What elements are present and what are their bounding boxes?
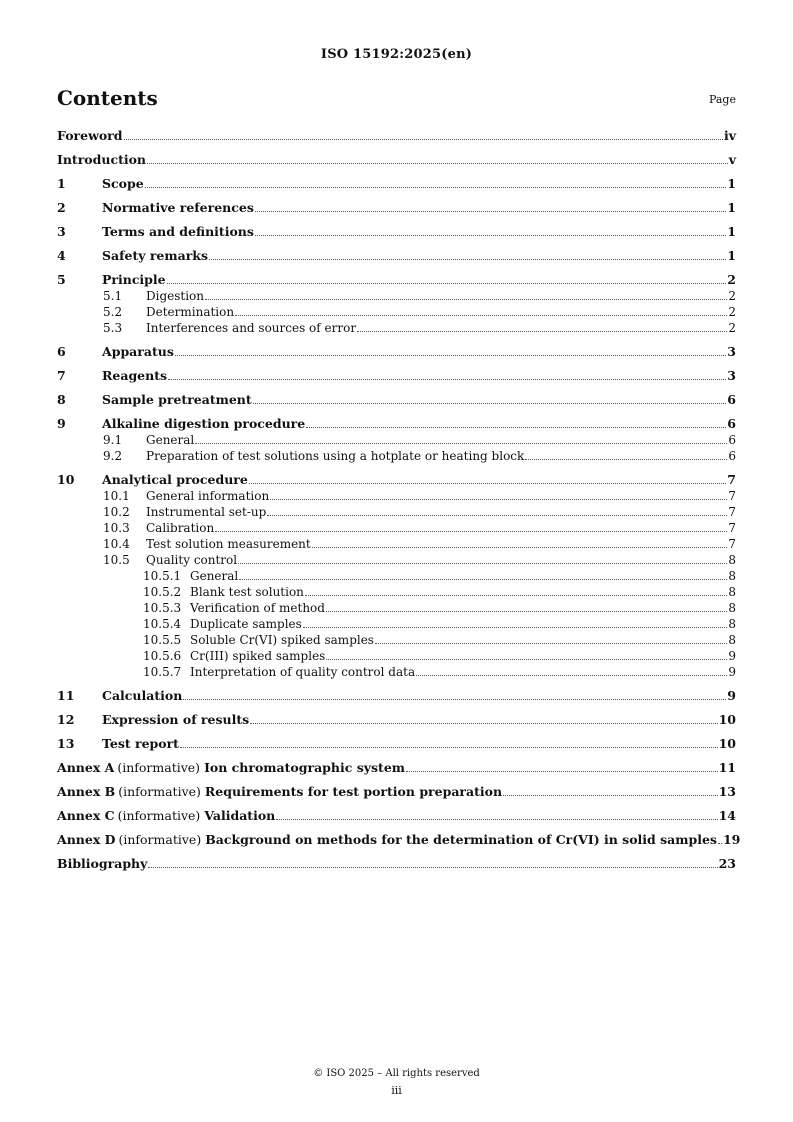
toc-entry[interactable] (57, 416, 736, 432)
toc-dot-leader (255, 211, 726, 212)
toc-entry-number: 10.5.7 (143, 665, 182, 679)
toc-entry-title: Bibliography (57, 856, 148, 871)
toc-entry-number: 10.5.1 (143, 569, 182, 583)
toc-annex-label: Annex D (57, 832, 116, 847)
toc-dot-leader (253, 403, 727, 404)
toc-dot-leader (406, 771, 718, 772)
toc-entry[interactable] (57, 344, 736, 360)
toc-entry[interactable] (57, 128, 736, 144)
toc-entry[interactable] (57, 584, 736, 600)
toc-dot-leader (306, 427, 726, 428)
toc-entry-title: Verification of method (190, 601, 325, 615)
toc-entry[interactable] (57, 648, 736, 664)
toc-dot-leader (168, 379, 726, 380)
toc-entry-number: 5 (57, 272, 66, 287)
toc-entry[interactable] (57, 176, 736, 192)
toc-page-number: 3 (727, 344, 736, 359)
toc-entry-number: 13 (57, 736, 75, 751)
toc-dot-leader (250, 723, 717, 724)
toc-entry-title: Expression of results (102, 712, 250, 727)
toc-dot-leader (147, 163, 728, 164)
toc-entry-number: 10.1 (103, 489, 130, 503)
toc-annex-type: (informative) (117, 760, 201, 775)
toc-dot-leader (195, 443, 727, 444)
toc-entry-number: 10 (57, 472, 75, 487)
toc-page-number: 2 (728, 305, 736, 319)
toc-entry-title: Introduction (57, 152, 147, 167)
toc-dot-leader (145, 187, 727, 188)
toc-entry-number: 11 (57, 688, 75, 703)
toc-entry[interactable] (57, 552, 736, 568)
toc-entry-number: 10.4 (103, 537, 130, 551)
toc-entry-number: 10.3 (103, 521, 130, 535)
toc-dot-leader (267, 515, 727, 516)
toc-entry-title: General (146, 433, 195, 447)
toc-entry[interactable] (57, 272, 736, 288)
toc-entry-title: Scope (102, 176, 144, 191)
toc-dot-leader (238, 563, 727, 564)
toc-page-number: 6 (728, 433, 736, 447)
toc-page-number: 2 (727, 272, 736, 287)
toc-page-number: 10 (718, 736, 736, 751)
toc-page-number: 9 (728, 665, 736, 679)
page-number: iii (391, 1084, 402, 1097)
toc-entry-number: 10.5.5 (143, 633, 182, 647)
toc-entry[interactable] (57, 472, 736, 488)
toc-entry[interactable] (57, 448, 736, 464)
toc-entry-number: 5.3 (103, 321, 123, 335)
toc-entry[interactable] (57, 248, 736, 264)
toc-entry-number: 5.2 (103, 305, 123, 319)
toc-entry-number: 4 (57, 248, 66, 263)
toc-entry[interactable] (57, 504, 736, 520)
toc-entry[interactable] (57, 760, 736, 776)
toc-dot-leader (205, 299, 727, 300)
toc-page-number: 1 (727, 248, 736, 263)
toc-entry-title: Interferences and sources of error (146, 321, 357, 335)
toc-entry[interactable] (57, 304, 736, 320)
toc-entry[interactable] (57, 616, 736, 632)
toc-entry-number: 6 (57, 344, 66, 359)
toc-entry[interactable] (57, 152, 736, 168)
toc-page-number: 1 (727, 224, 736, 239)
toc-dot-leader (305, 595, 727, 596)
toc-entry-title: Requirements for test portion preparation (204, 784, 503, 799)
toc-page-number: 8 (728, 617, 736, 631)
toc-dot-leader (303, 627, 728, 628)
toc-entry-title: Analytical procedure (102, 472, 248, 487)
toc-entry-title: Test solution measurement (146, 537, 311, 551)
toc-page-number: 10 (718, 712, 736, 727)
toc-entry-number: 9.1 (103, 433, 123, 447)
toc-page-number: 9 (728, 649, 736, 663)
copyright-notice: © ISO 2025 – All rights reserved (313, 1068, 480, 1079)
toc-entry-number: 10.5.6 (143, 649, 182, 663)
toc-dot-leader (167, 283, 727, 284)
toc-entry-number: 10.5.3 (143, 601, 182, 615)
contents-heading: Contents (57, 86, 158, 110)
toc-entry-number: 2 (57, 200, 66, 215)
toc-entry-title: Validation (204, 808, 276, 823)
toc-dot-leader (357, 331, 727, 332)
toc-entry-title: Determination (146, 305, 235, 319)
toc-entry-title: Ion chromatographic system (204, 760, 406, 775)
table-of-contents (57, 128, 741, 872)
toc-page-number: 9 (727, 688, 736, 703)
toc-entry-number: 10.5.2 (143, 585, 182, 599)
toc-entry-number: 5.1 (103, 289, 123, 303)
toc-annex-label: Annex C (57, 808, 115, 823)
toc-dot-leader (175, 355, 726, 356)
toc-entry-title: Cr(III) spiked samples (190, 649, 326, 663)
toc-page-number: 2 (728, 321, 736, 335)
toc-entry-title: Calibration (146, 521, 215, 535)
toc-page-number: 13 (718, 784, 736, 799)
toc-entry-number: 1 (57, 176, 66, 191)
toc-entry-title: Principle (102, 272, 166, 287)
toc-entry-title: General (190, 569, 239, 583)
toc-dot-leader (503, 795, 718, 796)
toc-entry[interactable] (57, 320, 736, 336)
toc-entry-title: Background on methods for the determination of Cr(VI) in solid samples (205, 832, 717, 847)
toc-entry[interactable] (57, 568, 736, 584)
toc-annex-label: Annex B (57, 784, 116, 799)
toc-page-number: 3 (727, 368, 736, 383)
toc-page-number: 7 (728, 489, 736, 503)
toc-entry[interactable] (57, 288, 736, 304)
toc-page-number: 8 (728, 585, 736, 599)
toc-entry-title: Alkaline digestion procedure (102, 416, 306, 431)
toc-entry-title: Instrumental set-up (146, 505, 267, 519)
toc-entry-title: Apparatus (102, 344, 174, 359)
toc-page-number: 7 (728, 505, 736, 519)
toc-dot-leader (375, 643, 727, 644)
toc-dot-leader (148, 867, 717, 868)
toc-dot-leader (235, 315, 727, 316)
toc-entry[interactable] (57, 520, 736, 536)
toc-annex-type: (informative) (117, 808, 201, 823)
toc-dot-leader (183, 699, 726, 700)
toc-dot-leader (276, 819, 717, 820)
toc-annex-type: (informative) (118, 784, 201, 799)
toc-entry-title: Foreword (57, 128, 123, 143)
toc-dot-leader (525, 459, 727, 460)
toc-annex-type: (informative) (118, 832, 202, 847)
toc-page-number: 11 (718, 760, 736, 775)
toc-entry-number: 10.5 (103, 553, 130, 567)
toc-dot-leader (124, 139, 723, 140)
toc-entry-title: Normative references (102, 200, 254, 215)
document-id-header: ISO 15192:2025(en) (320, 47, 473, 62)
toc-entry-title: General information (146, 489, 270, 503)
toc-entry[interactable] (57, 432, 736, 448)
toc-entry[interactable] (57, 808, 736, 824)
toc-dot-leader (239, 579, 727, 580)
toc-dot-leader (312, 547, 728, 548)
toc-page-number: v (728, 152, 736, 167)
toc-page-number: 8 (728, 553, 736, 567)
toc-page-number: 1 (727, 200, 736, 215)
toc-entry[interactable] (57, 488, 736, 504)
toc-entry-number: 10.2 (103, 505, 130, 519)
toc-entry-number: 7 (57, 368, 66, 383)
toc-page-number: 1 (727, 176, 736, 191)
toc-entry-title: Reagents (102, 368, 168, 383)
toc-entry[interactable] (57, 712, 736, 728)
toc-dot-leader (180, 747, 718, 748)
toc-entry[interactable] (57, 368, 736, 384)
toc-dot-leader (249, 483, 726, 484)
toc-dot-leader (209, 259, 726, 260)
toc-entry[interactable] (57, 664, 736, 680)
toc-entry-number: 8 (57, 392, 66, 407)
toc-entry-number: 9.2 (103, 449, 123, 463)
toc-entry-title: Calculation (102, 688, 183, 703)
toc-annex-label: Annex A (57, 760, 115, 775)
toc-entry[interactable] (57, 856, 736, 872)
toc-dot-leader (215, 531, 727, 532)
toc-dot-leader (416, 675, 727, 676)
toc-entry-title: Test report (102, 736, 179, 751)
toc-page-number: 19 (722, 832, 741, 847)
toc-page-number: 8 (728, 633, 736, 647)
toc-page-number: 6 (727, 416, 736, 431)
page-column-label: Page (708, 93, 736, 106)
toc-entry[interactable] (57, 224, 736, 240)
toc-page-number: 6 (727, 392, 736, 407)
toc-entry-title: Safety remarks (102, 248, 208, 263)
toc-page-number: 7 (728, 521, 736, 535)
toc-page-number: iv (723, 128, 736, 143)
toc-page-number: 2 (728, 289, 736, 303)
toc-entry-title: Quality control (146, 553, 238, 567)
toc-entry[interactable] (57, 736, 736, 752)
toc-entry-title: Duplicate samples (190, 617, 302, 631)
toc-page-number: 23 (718, 856, 736, 871)
toc-entry-title: Soluble Cr(VI) spiked samples (190, 633, 374, 647)
toc-entry[interactable] (57, 536, 736, 552)
toc-entry-number: 10.5.4 (143, 617, 182, 631)
toc-entry-number: 12 (57, 712, 75, 727)
toc-page-number: 7 (727, 472, 736, 487)
toc-dot-leader (270, 499, 727, 500)
toc-entry-title: Sample pretreatment (102, 392, 252, 407)
toc-entry-title: Digestion (146, 289, 205, 303)
toc-entry-title: Preparation of test solutions using a hotplate or heating block (146, 449, 525, 463)
toc-entry[interactable] (57, 784, 736, 800)
toc-page-number: 8 (728, 569, 736, 583)
toc-page-number: 6 (728, 449, 736, 463)
toc-entry[interactable] (57, 600, 736, 616)
toc-entry-number: 9 (57, 416, 66, 431)
toc-entry[interactable] (57, 392, 736, 408)
toc-dot-leader (718, 843, 722, 844)
toc-entry[interactable] (57, 688, 736, 704)
toc-entry[interactable] (57, 200, 736, 216)
toc-entry-title: Blank test solution (190, 585, 304, 599)
toc-dot-leader (255, 235, 726, 236)
toc-page-number: 14 (718, 808, 736, 823)
toc-entry-title: Terms and definitions (102, 224, 254, 239)
toc-entry-number: 3 (57, 224, 66, 239)
toc-dot-leader (326, 611, 727, 612)
toc-page-number: 7 (728, 537, 736, 551)
toc-entry[interactable] (57, 832, 741, 848)
toc-dot-leader (326, 659, 727, 660)
toc-page-number: 8 (728, 601, 736, 615)
toc-entry-title: Interpretation of quality control data (190, 665, 416, 679)
toc-entry[interactable] (57, 632, 736, 648)
